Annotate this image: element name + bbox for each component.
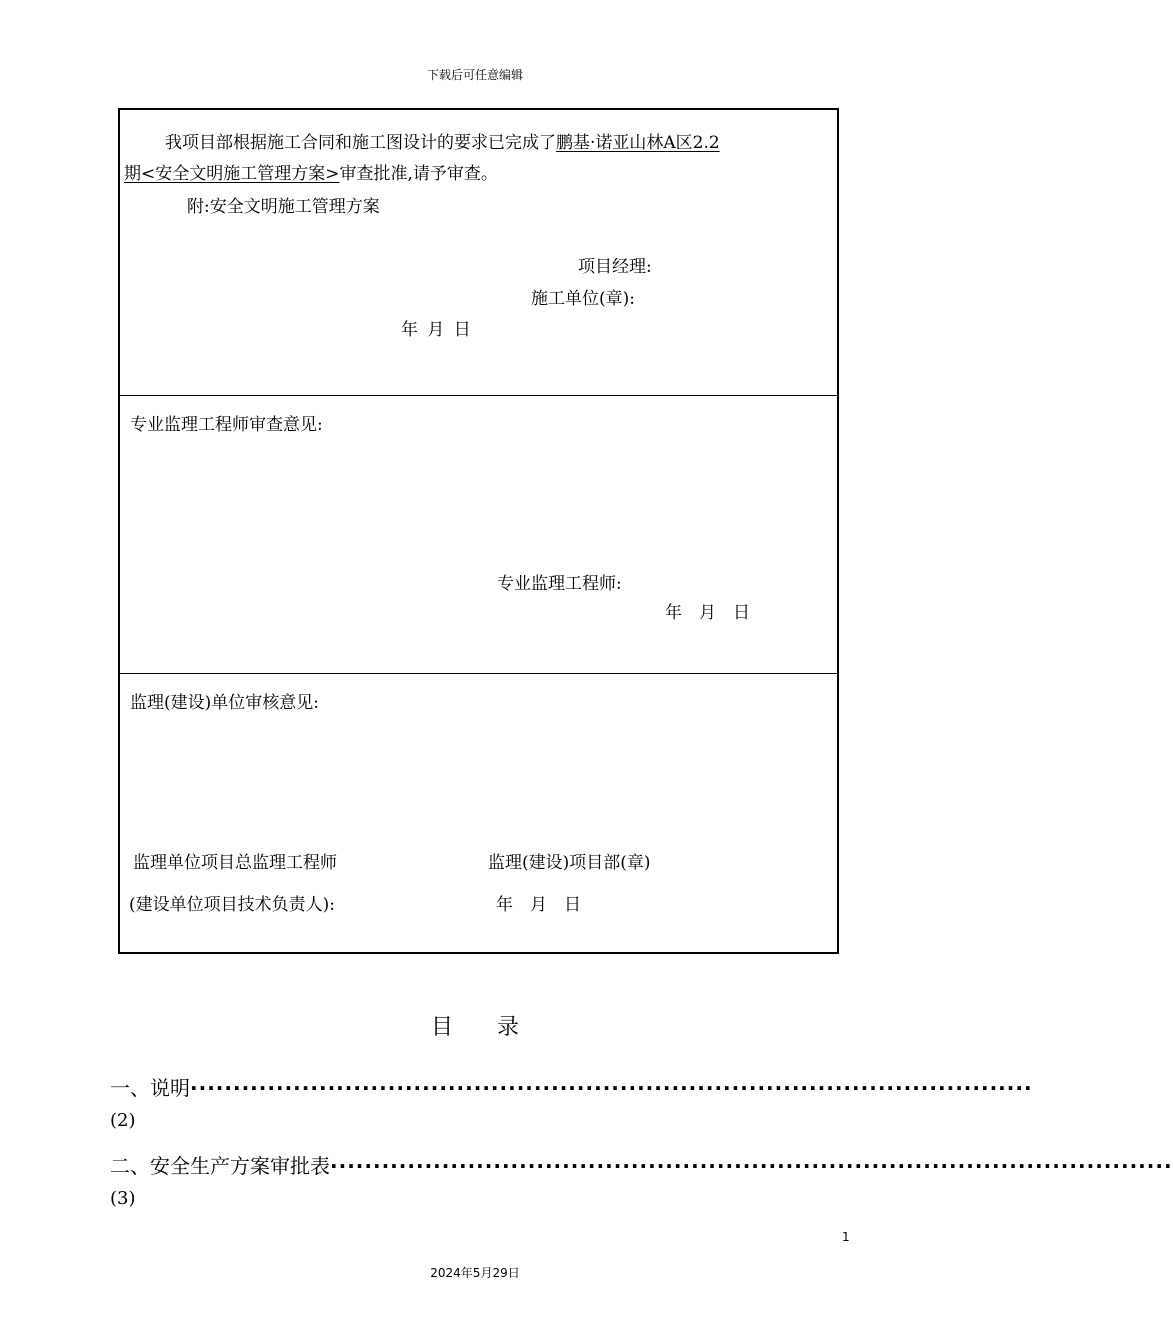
statement-suffix: 审查批准,请予审查。 [339,164,498,184]
toc-leader: ·································································································· [330,1154,1173,1178]
toc-item-label: 一、说明 [110,1076,190,1100]
toc-item-page: (3) [110,1188,136,1209]
engineer-opinion-title: 专业监理工程师审查意见: [130,415,323,435]
form-divider-2 [118,673,839,674]
toc-item-label: 二、安全生产方案审批表 [110,1154,330,1178]
form-divider-1 [118,395,839,396]
tech-lead-label: (建设单位项目技术负责人): [129,895,335,915]
supervision-opinion-title: 监理(建设)单位审核意见: [130,693,319,713]
toc-title: 目录 [430,1015,563,1040]
statement-line-2 [124,159,498,184]
statement-line-1 [165,128,720,153]
project-dept-label: 监理(建设)项目部(章) [488,853,651,873]
date-line-2: 年 月 日 [665,603,750,623]
statement-prefix: 我项目部根据施工合同和施工图设计的要求已完成了 [165,133,556,153]
approval-form [118,108,839,954]
page-number: 1 [842,1230,850,1244]
project-name-part1: 鹏基·诺亚山林A区2.2 [556,133,720,153]
toc-leader: ·································································································· [190,1076,1033,1100]
header-note: 下载后可任意编辑 [426,68,523,82]
toc-item-page: (2) [110,1110,136,1131]
engineer-label: 专业监理工程师: [497,574,622,594]
toc-item[interactable] [110,1072,1033,1101]
attachment-note: 附:安全文明施工管理方案 [187,197,380,217]
date-line-1: 年 月 日 [401,320,471,340]
toc-item[interactable] [110,1150,1173,1179]
project-manager-label: 项目经理: [578,257,652,277]
footer-date: 2024年5月29日 [430,1266,520,1280]
date-line-3: 年 月 日 [496,895,581,915]
construction-unit-label: 施工单位(章): [531,289,635,309]
chief-engineer-label: 监理单位项目总监理工程师 [133,853,337,873]
project-name-part2: 期<安全文明施工管理方案> [124,164,340,184]
